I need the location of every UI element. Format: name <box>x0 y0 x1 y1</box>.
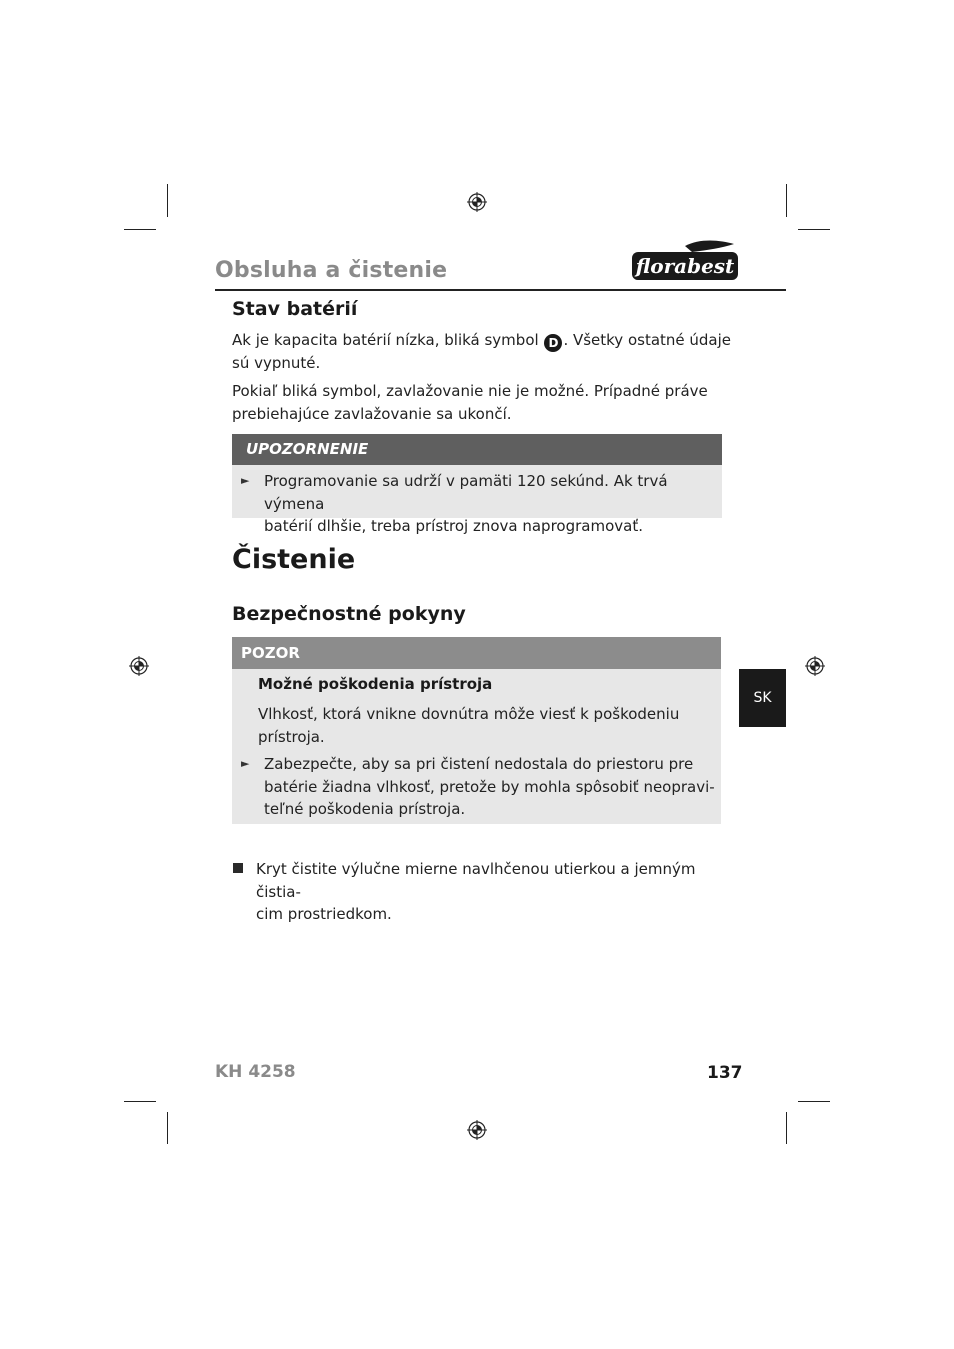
crop-mark <box>167 184 168 217</box>
warning-title: POZOR <box>232 637 721 669</box>
square-bullet-icon <box>233 863 243 873</box>
arrow-bullet-icon: ► <box>241 474 250 487</box>
battery-paragraph-2 <box>232 380 732 425</box>
warning-text <box>258 703 718 748</box>
warning-line: teľné poškodenia prístroja. <box>264 800 466 818</box>
warning-bullet <box>264 753 720 821</box>
cleaning-instruction <box>256 858 726 926</box>
note-title: UPOZORNENIE <box>232 434 722 465</box>
registration-mark-icon <box>128 655 150 677</box>
page-number: 137 <box>707 1063 743 1083</box>
battery-text: . Všetky ostatné údaje <box>563 331 732 349</box>
crop-mark <box>786 184 787 217</box>
note-box <box>232 434 722 535</box>
note-text <box>264 470 724 538</box>
warning-line: prístroja. <box>258 727 325 746</box>
battery-text: Pokiaľ bliká symbol, zavlažovanie nie je možné. Prípadné práve <box>232 382 708 400</box>
battery-text: sú vypnuté. <box>232 354 321 372</box>
warning-line: Zabezpečte, aby sa pri čistení nedostala do priestoru pre <box>264 755 694 773</box>
warning-line: batérie žiadna vlhkosť, pretože by mohla spôsobiť neopravi- <box>264 777 715 796</box>
note-line: Programovanie sa udrží v pamäti 120 sekúnd. Ak trvá výmena <box>264 472 668 513</box>
warning-box <box>232 637 721 824</box>
crop-mark <box>124 229 156 230</box>
instruction-line: Kryt čistite výlučne mierne navlhčenou utierkou a jemným čistia- <box>256 860 696 901</box>
arrow-bullet-icon: ► <box>241 757 250 770</box>
florabest-logo <box>630 240 740 282</box>
language-tab: SK <box>739 669 786 727</box>
section-title: Obsluha a čistenie <box>215 258 448 283</box>
battery-text: prebiehajúce zavlažovanie sa ukončí. <box>232 404 512 423</box>
crop-mark <box>167 1112 168 1144</box>
battery-symbol-icon: D <box>544 334 562 352</box>
crop-mark <box>798 1101 830 1102</box>
battery-text: Ak je kapacita batérií nízka, bliká symbol <box>232 331 544 349</box>
registration-mark-icon <box>466 1119 488 1141</box>
crop-mark <box>798 229 830 230</box>
instruction-line: cim prostriedkom. <box>256 905 392 923</box>
battery-heading: Stav batérií <box>232 298 358 320</box>
cleaning-title: Čistenie <box>232 544 356 575</box>
battery-paragraph-1 <box>232 329 732 375</box>
header-rule <box>215 289 786 291</box>
model-number: KH 4258 <box>215 1062 296 1082</box>
crop-mark <box>786 1112 787 1144</box>
registration-mark-icon <box>804 655 826 677</box>
note-line: batérií dlhšie, treba prístroj znova naprogramovať. <box>264 517 643 535</box>
crop-mark <box>124 1101 156 1102</box>
svg-text:florabest: florabest <box>635 254 735 278</box>
safety-heading: Bezpečnostné pokyny <box>232 603 466 625</box>
warning-subheading: Možné poškodenia prístroja <box>258 675 493 693</box>
warning-line: Vlhkosť, ktorá vnikne dovnútra môže viesť k poškodeniu <box>258 705 680 723</box>
registration-mark-icon <box>466 191 488 213</box>
